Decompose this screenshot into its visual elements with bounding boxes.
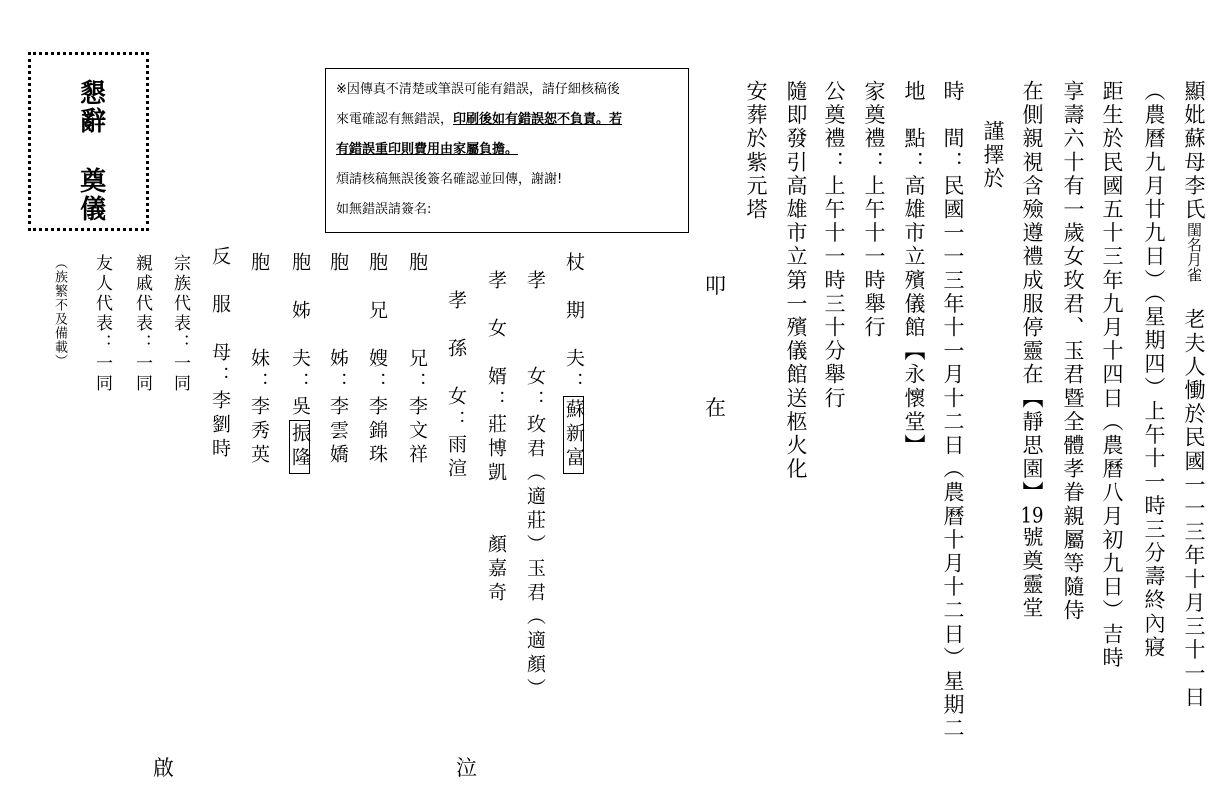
decline-condolence-box xyxy=(28,52,149,231)
obituary-line-2: （農曆九月廿九日）（星期四）上午十一時三分壽終內寢 xyxy=(1142,80,1166,660)
relative-elder-sister: 胞 姊：李雲嬌 xyxy=(327,252,349,468)
relative-elder-brother: 胞 兄：李文祥 xyxy=(406,252,428,468)
cortege-line: 隨即發引高雄市立第一殯儀館送柩火化 xyxy=(784,80,808,482)
relative-sister-in-law: 胞 兄 嫂：李錦珠 xyxy=(366,252,388,468)
relative-younger-sister: 胞 妹：李秀英 xyxy=(248,252,270,468)
clan-representatives: 宗族代表：一同 xyxy=(170,254,190,394)
proofreading-notice xyxy=(325,68,689,233)
funeral-time: 時 間：民國一一三年十一月十二日（農曆十月十二日）星期二 xyxy=(941,80,965,741)
qi-char: 啟 xyxy=(153,756,174,780)
obituary-line-1: 顯妣蘇母李氏閨名月雀 老夫人慟於民國一一三年十月三十一日 xyxy=(1182,80,1206,710)
widower-name: 蘇新富 xyxy=(563,396,584,474)
relative-stepmother: 反 服 母：李劉時 xyxy=(209,246,231,462)
obituary-line-5: 在側親視含殮遵禮成服停靈在【靜思園】19號奠靈堂 xyxy=(1020,80,1044,621)
burial-line: 安葬於紫元塔 xyxy=(744,80,768,222)
notice-line-1: ※因傳真不清楚或筆誤可能有錯誤，請仔細核稿後 xyxy=(336,82,620,97)
relative-granddaughter: 孝 孫 女：雨渲 xyxy=(445,290,467,482)
brother-in-law-name: 振隆 xyxy=(289,420,310,474)
relative-brother-in-law: 胞 姊 夫：吳振隆 xyxy=(289,252,310,474)
notice-line-5: 如無錯誤請簽名: xyxy=(336,202,432,217)
notice-line-2: 來電確認有無錯誤，印刷後如有錯誤恕不負責。若 xyxy=(336,112,623,127)
deceased-given-name: 閨名月雀 xyxy=(1185,221,1203,282)
obituary-line-6: 謹擇於 xyxy=(981,120,1005,191)
relative-sons-in-law: 孝 女 婿：莊博凱 顏嘉奇 xyxy=(485,270,507,606)
funeral-place: 地 點：高雄市立殯儀館【永懷堂】 xyxy=(902,80,926,458)
obituary-line-4: 享壽六十有一歲女玫君、玉君暨全體孝眷親屬等隨侍 xyxy=(1061,80,1085,623)
public-rite: 公奠禮：上午十一時三十分舉行 xyxy=(822,80,846,411)
obituary-line-3: 距生於民國五十三年九月十四日（農曆八月初九日）吉時 xyxy=(1100,80,1124,670)
notice-line-4: 煩請核稿無誤後簽名確認並回傳，謝謝! xyxy=(336,172,563,187)
kou-char: 叩 xyxy=(705,274,726,298)
too-many-note: （族繁不及備載） xyxy=(52,256,67,368)
qi2-char: 泣 xyxy=(456,756,477,780)
relative-widower: 杖 期 夫：蘇新富 xyxy=(563,252,584,474)
decline-text: 懇辭 奠儀 xyxy=(75,79,106,223)
friend-representatives: 友人代表：一同 xyxy=(92,254,112,394)
family-rite: 家奠禮：上午十一時舉行 xyxy=(862,80,886,340)
zai-char: 在 xyxy=(705,396,726,420)
relative-representatives: 親戚代表：一同 xyxy=(132,254,152,394)
relative-daughters: 孝 女：玫君（適莊）玉君（適顏） xyxy=(524,270,546,702)
notice-line-3: 有錯誤重印則費用由家屬負擔。 xyxy=(336,142,519,157)
